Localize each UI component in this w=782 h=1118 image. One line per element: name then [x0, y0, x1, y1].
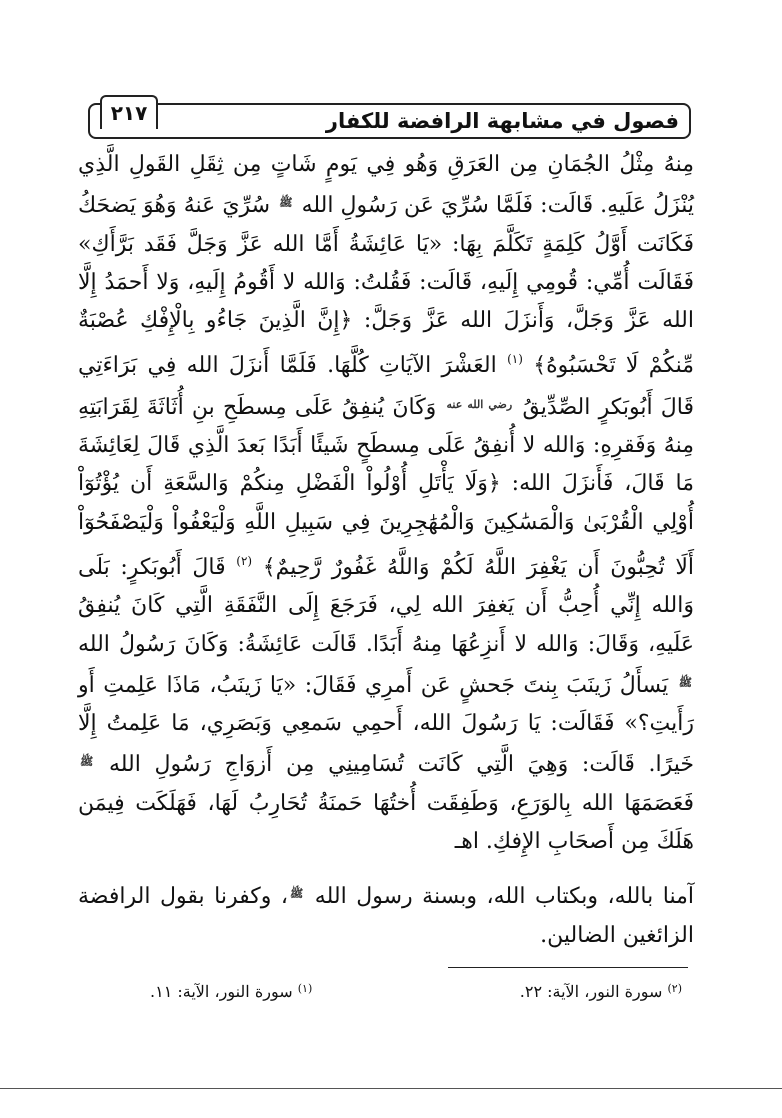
- page-number: ٢١٧: [100, 95, 158, 129]
- text-line: رَأَيتِ؟» فَقَالَت: يَا رَسُولَ الله، أَحمِي سَمعِي وَبَصَرِي، مَا عَلِمتُ إِلَّا خَيرًا.: [78, 711, 694, 778]
- text-line: قُومِي إِلَيهِ، قَالَت: فَقُلتُ: وَالله لا أَقُومُ إِلَيهِ، وَلا أَحمَدُ إِلَّا الله عَزَّ وَجَلَّ،: [78, 269, 694, 334]
- footnote-number: (١): [297, 982, 313, 995]
- text-line: قَالَت: وَهِيَ الَّتِي كَانَت تُسَامِينِي مِن أَزوَاجِ رَسُولِ الله: [108, 752, 635, 778]
- text-line: الرافضة الزائغين الضالين.: [78, 884, 694, 948]
- text-line: أَوَّلُ كَلِمَةٍ تَكَلَّمَ بِهَا: «يَا عَائِشَةُ أَمَّا الله عَزَّ وَجَلَّ فَقَد بَرَّأَكِ» فَقَالَت أُمِّي:: [78, 231, 694, 295]
- running-header: [88, 103, 691, 139]
- text-line: قَالَ: [192, 554, 226, 580]
- salawat-glyph: ﷺ: [289, 887, 304, 901]
- text-line: فَعَصَمَهَا الله: [581, 790, 694, 816]
- radiya-glyph: رضي الله عنه: [446, 397, 513, 411]
- footnote-text: سورة النور، الآية: ٢٢.: [519, 982, 663, 1001]
- text-line: ، وكفرنا بقول: [160, 884, 288, 910]
- text-line: آمنا بالله، وبكتاب الله، وبسنة رسول الله: [314, 884, 694, 910]
- text-line: مِسطَحٍ شَيئًا أَبَدًا بَعدَ الَّذِي قَالَ لِعَائِشَةَ مَا قَالَ، فَأَنزَلَ الله: ﴿وَلَا يَأْتَلِ: [78, 433, 694, 497]
- text-line: يَسأَلُ زَينَبَ بِنتَ جَحشٍ عَن أَمرِي فَقَالَ: «يَا زَينَبُ، مَاذَا عَلِمتِ أَو: [78, 672, 669, 698]
- salawat-glyph: ﷺ: [678, 675, 692, 689]
- footnote-ref-2: (٢): [236, 553, 253, 568]
- text-line: عَلَيهِ. قَالَت: فَلَمَّا سُرِّيَ عَن رَسُولِ الله: [301, 193, 647, 219]
- header-title: فصول في مشابهة الرافضة للكفار: [325, 109, 679, 133]
- salawat-glyph: ﷺ: [80, 755, 94, 769]
- text-line: الإِفكِ. اهـ: [454, 829, 541, 855]
- text-line: مِنهُ مِثْلُ الجُمَانِ مِن العَرَقِ وَهُو فِي يَومٍ شَاتٍ مِن ثِقَلِ القَولِ الَّذِي يُنْزَلُ: [78, 152, 694, 219]
- body-text: [78, 146, 694, 955]
- text-line: سُرِّيَ عَنهُ وَهُوَ يَضحَكُ فَكَانَت: [78, 193, 694, 257]
- paragraph-conclusion: [78, 875, 694, 955]
- quran-quote: اللَّهِ وَلْيَعْفُواْ وَلْيَصْفَحُوٓاْ أَلَا تُحِبُّونَ أَن يَغْفِرَ اللَّهُ لَكُمْ وَاللَّهُ غَفُورٌ رَّحِيمٌ﴾: [78, 509, 694, 580]
- text-line: يُنفِقُ عَلَيهِ، وَقَالَ: وَالله لا أَنزِعُهَا مِنهُ أَبَدًا. قَالَت عَائِشَةُ: وَكَانَ رَسُولُ الله: [78, 593, 694, 657]
- footnote-ref-1: (١): [507, 352, 523, 367]
- quran-quote: وَأَنزَلَ الله عَزَّ وَجَلَّ: ﴿إِنَّ الَّذِينَ جَاءُو بِالْإِفْكِ عُصْبَةٌ مِّنكُمْ لَا تَحْسَبُوهُ﴾: [78, 308, 694, 379]
- footnotes: [150, 982, 682, 1001]
- footnote-1: [150, 982, 312, 1001]
- footnote-2: [520, 982, 682, 1001]
- footnote-number: (٢): [667, 982, 682, 995]
- quran-quote: أُوْلُواْ الْفَضْلِ مِنكُمْ وَالسَّعَةِ أَن يُؤْتُوٓاْ أُوْلِي الْقُرْبَىٰ وَالْمَسَٰكِينَ وَالْمُهَٰجِرِينَ فِي سَبِيلِ: [78, 471, 695, 535]
- text-line: بِالوَرَعِ، وَطَفِقَت أُختُهَا حَمنَةُ تُحَارِبُ لَهَا، فَهَلَكَت فِيمَن هَلَكَ مِن أَصحَابِ: [78, 790, 694, 855]
- footnote-divider: [448, 967, 688, 968]
- paragraph-hadith: [78, 146, 694, 861]
- page-edge-line: [0, 1088, 782, 1089]
- salawat-glyph: ﷺ: [279, 196, 293, 210]
- text-line: أَبُوبَكرٍ: بَلَى وَالله إِنِّي أُحِبُّ أَن يَغفِرَ الله لِي، فَرَجَعَ إِلَى النَّفَقَةِ الَّتِي كَانَ: [78, 554, 694, 619]
- text-line: العَشْرَ الآيَاتِ كُلَّهَا. فَلَمَّا أَنزَلَ الله فِي بَرَاءَتِي قَالَ أَبُوبَكرٍ الصِّدِّيقُ: [78, 353, 695, 420]
- footnote-text: سورة النور، الآية: ١١.: [150, 982, 293, 1001]
- text-line: وَكَانَ يُنفِقُ عَلَى مِسطَحِ بنِ أُثَاثَةَ لِقَرَابَتِهِ مِنهُ وَفَقرِهِ: وَالله لا أُنفِقُ عَلَى: [78, 394, 694, 459]
